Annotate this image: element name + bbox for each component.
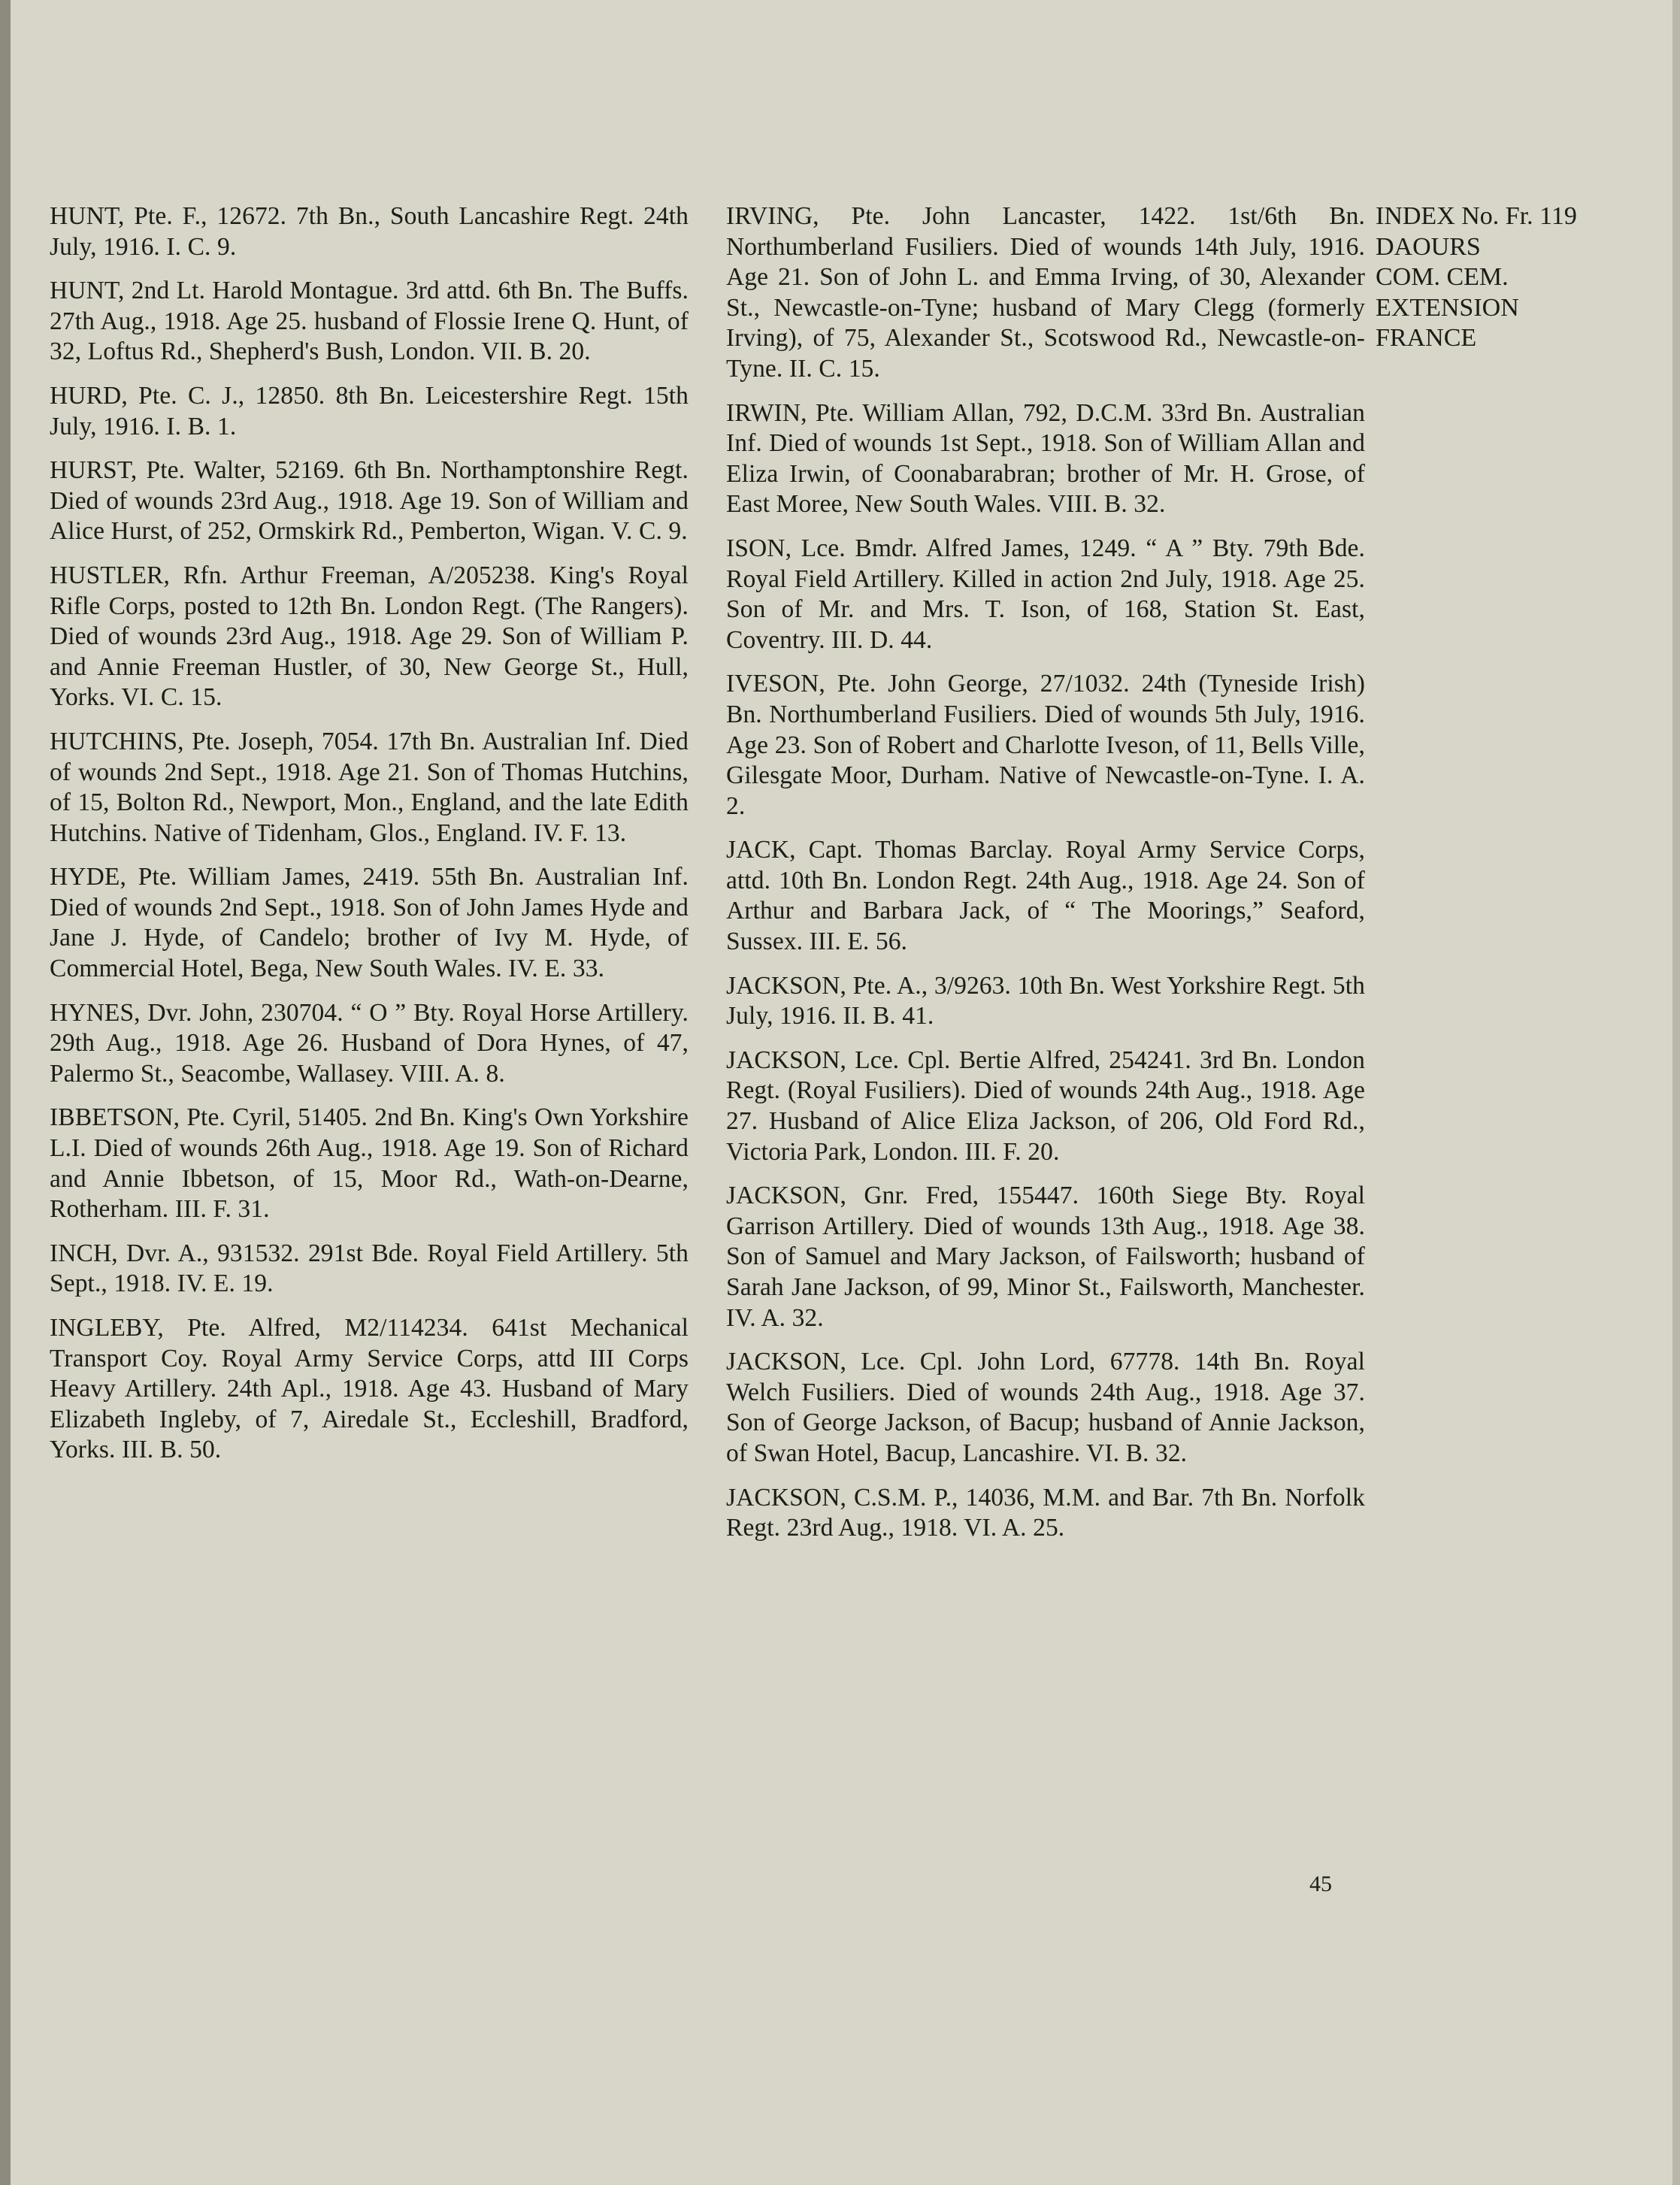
scan-edge bbox=[0, 0, 11, 2185]
burial-entry: JACKSON, Pte. A., 3/9263. 10th Bn. West Yorkshire Regt. 5th July, 1916. II. B. 41. bbox=[726, 971, 1365, 1030]
index-number: INDEX No. Fr. 119 bbox=[1376, 202, 1577, 230]
burial-entry: ISON, Lce. Bmdr. Alfred James, 1249. “ A ” Bty. 79th Bde. Royal Field Artillery. Killed in action 2nd July, 1918. Age 25. Son of Mr. and Mrs. T. Ison, of 168, Station St. East, Coventry. III. D. 44. bbox=[726, 534, 1365, 654]
burial-entry: INCH, Dvr. A., 931532. 291st Bde. Royal Field Artillery. 5th Sept., 1918. IV. E. 19. bbox=[50, 1239, 689, 1298]
burial-entry: HUTCHINS, Pte. Joseph, 7054. 17th Bn. Australian Inf. Died of wounds 2nd Sept., 1918. Age 21. Son of Thomas Hutchins, of 15, Bolton Rd., Newport, Mon., England, and the late Edith Hutchins. Native of Tidenham, Glos., England. IV. F. 13. bbox=[50, 727, 689, 847]
burial-entry: IVESON, Pte. John George, 27/1032. 24th (Tyneside Irish) Bn. Northumberland Fusiliers. Died of wounds 5th July, 1916. Age 23. Son of Robert and Charlotte Iveson, of 11, Bells Ville, Gilesgate Moor, Durham. Native of Newcastle-on-Tyne. I. A. 2. bbox=[726, 670, 1365, 820]
burial-entry: HUNT, Pte. F., 12672. 7th Bn., South Lancashire Regt. 24th July, 1916. I. C. 9. bbox=[50, 202, 689, 261]
burial-entry: JACKSON, Gnr. Fred, 155447. 160th Siege Bty. Royal Garrison Artillery. Died of wounds 13th Aug., 1918. Age 38. Son of Samuel and Mary Jackson, of Failsworth; husband of Sarah Jane Jackson, of 99, Minor St., Failsworth, Manchester. IV. A. 32. bbox=[726, 1182, 1365, 1332]
cemetery-name: COM. CEM. bbox=[1376, 263, 1509, 292]
cemetery-name: EXTENSION bbox=[1376, 293, 1519, 322]
burial-entry: HYNES, Dvr. John, 230704. “ O ” Bty. Royal Horse Artillery. 29th Aug., 1918. Age 26. Husband of Dora Hynes, of 47, Palermo St., Seacombe, Wallasey. VIII. A. 8. bbox=[50, 998, 689, 1088]
cemetery-country: FRANCE bbox=[1376, 324, 1477, 353]
burial-entry: JACKSON, C.S.M. P., 14036, M.M. and Bar. 7th Bn. Norfolk Regt. 23rd Aug., 1918. VI. A. 25. bbox=[726, 1483, 1365, 1542]
burial-entry: HURST, Pte. Walter, 52169. 6th Bn. Northamptonshire Regt. Died of wounds 23rd Aug., 1918. Age 19. Son of William and Alice Hurst, of 252, Ormskirk Rd., Pemberton, Wigan. V. C. 9. bbox=[50, 456, 689, 546]
burial-entry: INGLEBY, Pte. Alfred, M2/114234. 641st Mechanical Transport Coy. Royal Army Service Corps, attd III Corps Heavy Artillery. 24th Apl., 1918. Age 43. Husband of Mary Elizabeth Ingleby, of 7, Airedale St., Eccleshill, Bradford, Yorks. III. B. 50. bbox=[50, 1314, 689, 1464]
left-column bbox=[50, 201, 689, 1479]
page-number: 45 bbox=[1309, 1872, 1332, 1896]
burial-entry: IBBETSON, Pte. Cyril, 51405. 2nd Bn. King's Own Yorkshire L.I. Died of wounds 26th Aug., 1918. Age 19. Son of Richard and Annie Ibbetson, of 15, Moor Rd., Wath-on-Dearne, Rotherham. III. F. 31. bbox=[50, 1103, 689, 1224]
cemetery-heading bbox=[1376, 201, 1676, 354]
burial-entry: HUSTLER, Rfn. Arthur Freeman, A/205238. King's Royal Rifle Corps, posted to 12th Bn. London Regt. (The Rangers). Died of wounds 23rd Aug., 1918. Age 29. Son of William P. and Annie Freeman Hustler, of 30, New George St., Hull, Yorks. VI. C. 15. bbox=[50, 561, 689, 712]
burial-entry: IRVING, Pte. John Lancaster, 1422. 1st/6th Bn. Northumberland Fusiliers. Died of wounds 14th July, 1916. Age 21. Son of John L. and Emma Irving, of 30, Alexander St., Newcastle-on-Tyne; husband of Mary Clegg (formerly Irving), of 75, Alexander St., Scotswood Rd., Newcastle-on-Tyne. II. C. 15. bbox=[726, 202, 1365, 383]
burial-entry: HURD, Pte. C. J., 12850. 8th Bn. Leicestershire Regt. 15th July, 1916. I. B. 1. bbox=[50, 381, 689, 440]
burial-entry: JACK, Capt. Thomas Barclay. Royal Army Service Corps, attd. 10th Bn. London Regt. 24th Aug., 1918. Age 24. Son of Arthur and Barbara Jack, of “ The Moorings,” Seaford, Sussex. III. E. 56. bbox=[726, 836, 1365, 956]
middle-column bbox=[726, 201, 1365, 1557]
burial-entry: JACKSON, Lce. Cpl. Bertie Alfred, 254241. 3rd Bn. London Regt. (Royal Fusiliers). Died of wounds 24th Aug., 1918. Age 27. Husband of Alice Eliza Jackson, of 206, Old Ford Rd., Victoria Park, London. III. F. 20. bbox=[726, 1046, 1365, 1166]
burial-entry: JACKSON, Lce. Cpl. John Lord, 67778. 14th Bn. Royal Welch Fusiliers. Died of wounds 24th Aug., 1918. Age 37. Son of George Jackson, of Bacup; husband of Annie Jackson, of Swan Hotel, Bacup, Lancashire. VI. B. 32. bbox=[726, 1348, 1365, 1467]
cemetery-name: DAOURS bbox=[1376, 232, 1481, 261]
burial-entry: IRWIN, Pte. William Allan, 792, D.C.M. 33rd Bn. Australian Inf. Died of wounds 1st Sept., 1918. Son of William Allan and Eliza Irwin, of Coonabarabran; brother of Mr. H. Grose, of East Moree, New South Wales. VIII. B. 32. bbox=[726, 398, 1365, 519]
burial-entry: HUNT, 2nd Lt. Harold Montague. 3rd attd. 6th Bn. The Buffs. 27th Aug., 1918. Age 25. husband of Flossie Irene Q. Hunt, of 32, Loftus Rd., Shepherd's Bush, London. VII. B. 20. bbox=[50, 277, 689, 366]
burial-entry: HYDE, Pte. William James, 2419. 55th Bn. Australian Inf. Died of wounds 2nd Sept., 1918. Son of John James Hyde and Jane J. Hyde, of Candelo; brother of Ivy M. Hyde, of Commercial Hotel, Bega, New South Wales. IV. E. 33. bbox=[50, 863, 689, 983]
